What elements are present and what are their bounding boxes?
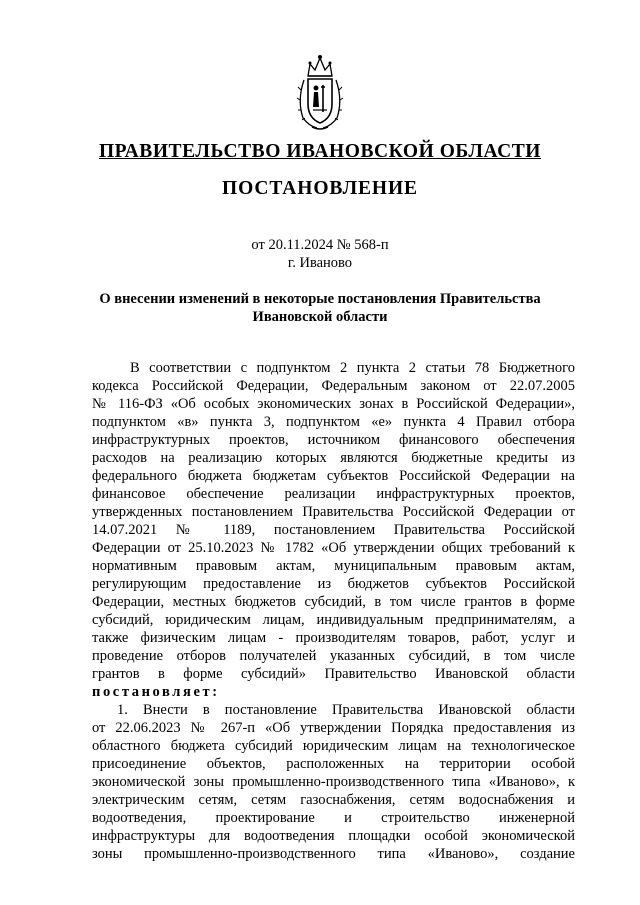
- subject-line: О внесении изменений в некоторые постановления Правительства: [99, 291, 541, 307]
- body-text-line: № 116-ФЗ «Об особых экономических зонах в Российской Федерации»,: [92, 396, 575, 412]
- body-text-line: электрическим сетям, сетям газоснабжения, сетям водоснабжения и: [92, 792, 575, 808]
- body-text-line: проведение отборов получателей указанных субсидий, в том числе: [92, 648, 575, 664]
- document-subject: [60, 290, 580, 326]
- body-text-line: Федерации, местных бюджетов субсидий, в том числе грантов в форме: [92, 594, 575, 610]
- body-text-line: экономической зоны промышленно-производственного типа «Иваново», к: [92, 774, 575, 790]
- body-text-line: субсидий, юридическим лицам, индивидуальным предпринимателям, а: [92, 612, 575, 628]
- subject-line: Ивановской области: [252, 309, 388, 325]
- body-text-line: от 22.06.2023 № 267-п «Об утверждении Порядка предоставления из: [92, 720, 575, 736]
- body-text-line: водоотведения, проектирование и строительство инженерной: [92, 810, 575, 826]
- body-text-line: грантов в форме субсидий» Правительство Ивановской области: [92, 666, 575, 682]
- body-text-line: Федерации от 25.10.2023 № 1782 «Об утверждении общих требований к: [92, 540, 575, 556]
- body-text-line: расходов на реализацию которых являются бюджетные кредиты из: [92, 450, 575, 466]
- decree-word: постановляет:: [92, 684, 220, 700]
- body-text-line: кодекса Российской Федерации, Федеральным законом от 22.07.2005: [92, 378, 575, 394]
- document-place: г. Иваново: [287, 255, 353, 271]
- body-text-line: нормативным правовым актам, муниципальным правовым актам,: [92, 558, 575, 574]
- document-date-number: от 20.11.2024 № 568-п: [251, 237, 389, 253]
- body-text-line: также физическим лицам - производителям товаров, работ, услуг и: [92, 630, 575, 646]
- body-text-line: 1. Внести в постановление Правительства Ивановской области: [117, 702, 575, 718]
- body-text-line: областного бюджета субсидий юридическим лицам на технологическое: [92, 738, 575, 754]
- government-title: ПРАВИТЕЛЬСТВО ИВАНОВСКОЙ ОБЛАСТИ: [98, 141, 542, 162]
- body-text-line: 14.07.2021 № 1189, постановлением Правительства Российской: [92, 522, 575, 538]
- body-text-line: федерального бюджета бюджетам субъектов Российской Федерации на: [92, 468, 575, 484]
- coat-of-arms-icon: [295, 52, 345, 132]
- document-type: ПОСТАНОВЛЕНИЕ: [222, 178, 418, 199]
- body-text-line: инфраструктуры для водоотведения площадки особой экономической: [92, 828, 575, 844]
- body-text-line: присоединение объектов, расположенных на территории особой: [92, 756, 575, 772]
- body-text-line: В соответствии с подпунктом 2 пункта 2 статьи 78 Бюджетного: [130, 360, 575, 376]
- body-text-line: утвержденных постановлением Правительства Российской Федерации от: [92, 504, 575, 520]
- body-text-line: подпунктом «в» пункта 3, подпунктом «е» пункта 4 Правил отбора: [92, 414, 575, 430]
- body-text-line: регулирующим предоставление из бюджетов субъектов Российской: [92, 576, 575, 592]
- body-text-line: финансовое обеспечение реализации инфраструктурных проектов,: [92, 486, 575, 502]
- body-text-line: зоны промышленно-производственного типа «Иваново», создание: [92, 846, 575, 862]
- body-text-line: инфраструктурных проектов, источником финансового обеспечения: [92, 432, 575, 448]
